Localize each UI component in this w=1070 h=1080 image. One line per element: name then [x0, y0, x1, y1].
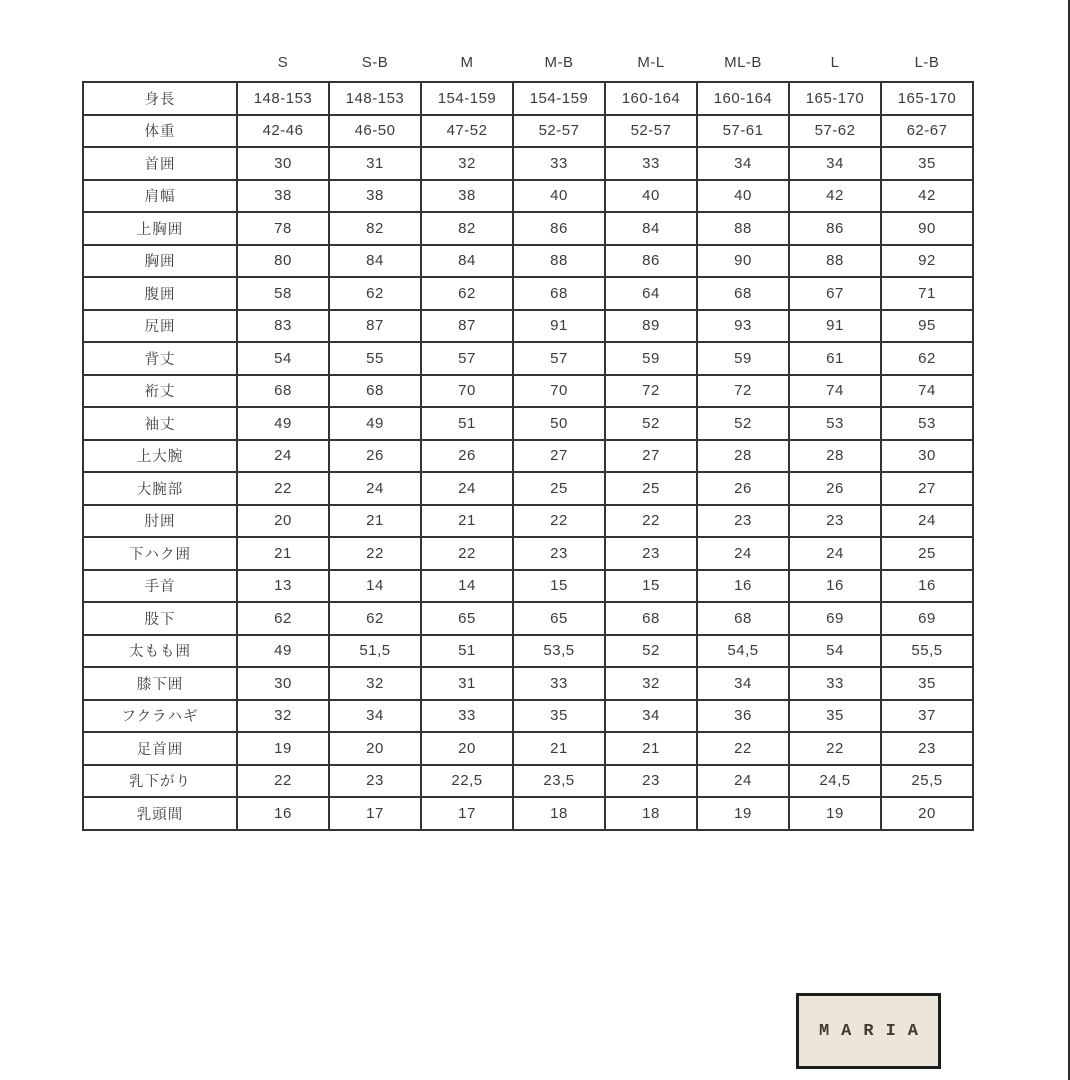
measurement-value: 52 [605, 407, 697, 440]
measurement-row [83, 472, 973, 505]
measurement-row [83, 635, 973, 668]
measurement-row-label: フクラハギ [83, 700, 237, 733]
measurement-value: 24 [421, 472, 513, 505]
measurement-value: 30 [237, 147, 329, 180]
measurement-value: 22 [237, 472, 329, 505]
measurement-value: 74 [881, 375, 973, 408]
measurement-value: 32 [605, 667, 697, 700]
measurement-value: 83 [237, 310, 329, 343]
measurement-value: 24 [329, 472, 421, 505]
measurement-value: 34 [329, 700, 421, 733]
size-column-header: L-B [914, 54, 940, 71]
measurement-value: 19 [237, 732, 329, 765]
measurement-value: 38 [421, 180, 513, 213]
maria-logo-text: MARIA [818, 1021, 930, 1041]
measurement-value: 86 [789, 212, 881, 245]
measurement-value: 23 [881, 732, 973, 765]
measurement-value: 18 [513, 797, 605, 830]
measurement-value: 24 [697, 765, 789, 798]
measurement-row [83, 700, 973, 733]
measurement-value: 27 [605, 440, 697, 473]
measurement-value: 57-62 [789, 115, 881, 148]
measurement-value: 33 [789, 667, 881, 700]
measurement-value: 65 [513, 602, 605, 635]
measurement-value: 92 [881, 245, 973, 278]
measurement-value: 49 [237, 635, 329, 668]
measurement-value: 16 [697, 570, 789, 603]
measurement-value: 31 [329, 147, 421, 180]
measurement-value: 165-170 [789, 82, 881, 115]
measurement-value: 78 [237, 212, 329, 245]
measurement-row [83, 375, 973, 408]
measurement-value: 59 [697, 342, 789, 375]
maria-logo [796, 993, 941, 1069]
measurement-value: 67 [789, 277, 881, 310]
measurement-value: 25 [513, 472, 605, 505]
measurement-value: 22 [421, 537, 513, 570]
measurement-row-label: 股下 [83, 602, 237, 635]
measurement-value: 89 [605, 310, 697, 343]
measurement-row-label: 乳頭間 [83, 797, 237, 830]
measurement-value: 46-50 [329, 115, 421, 148]
measurement-value: 68 [605, 602, 697, 635]
measurement-value: 33 [421, 700, 513, 733]
measurement-value: 18 [605, 797, 697, 830]
measurement-value: 22 [513, 505, 605, 538]
measurement-value: 37 [881, 700, 973, 733]
measurement-row-label: 上大腕 [83, 440, 237, 473]
measurement-value: 25 [605, 472, 697, 505]
measurement-row-label: 肘囲 [83, 505, 237, 538]
measurement-value: 148-153 [237, 82, 329, 115]
measurement-value: 62 [329, 277, 421, 310]
measurement-value: 19 [697, 797, 789, 830]
measurement-value: 52 [605, 635, 697, 668]
measurement-row-label: 大腕部 [83, 472, 237, 505]
size-chart [82, 48, 974, 831]
measurement-value: 40 [605, 180, 697, 213]
measurement-value: 160-164 [605, 82, 697, 115]
measurement-value: 32 [329, 667, 421, 700]
measurement-value: 32 [237, 700, 329, 733]
measurement-value: 88 [513, 245, 605, 278]
measurement-value: 86 [513, 212, 605, 245]
measurement-value: 30 [881, 440, 973, 473]
measurement-value: 23 [605, 765, 697, 798]
size-column-header: M [460, 54, 474, 71]
measurement-value: 50 [513, 407, 605, 440]
measurement-value: 23 [697, 505, 789, 538]
measurement-value: 68 [237, 375, 329, 408]
measurement-row [83, 765, 973, 798]
measurement-value: 62 [421, 277, 513, 310]
measurement-value: 91 [789, 310, 881, 343]
measurement-value: 42-46 [237, 115, 329, 148]
measurement-value: 61 [789, 342, 881, 375]
measurement-row-label: 体重 [83, 115, 237, 148]
measurement-value: 52-57 [513, 115, 605, 148]
measurement-row [83, 245, 973, 278]
measurement-value: 20 [881, 797, 973, 830]
measurement-value: 34 [605, 700, 697, 733]
measurement-value: 62 [237, 602, 329, 635]
measurement-row-label: 太もも囲 [83, 635, 237, 668]
measurement-value: 160-164 [697, 82, 789, 115]
measurement-value: 54 [237, 342, 329, 375]
measurement-value: 22 [697, 732, 789, 765]
measurement-value: 30 [237, 667, 329, 700]
measurement-row-label: 下ハク囲 [83, 537, 237, 570]
measurement-row [83, 212, 973, 245]
measurement-value: 82 [329, 212, 421, 245]
measurement-value: 55,5 [881, 635, 973, 668]
size-chart-table [82, 48, 974, 831]
measurement-value: 95 [881, 310, 973, 343]
measurement-value: 68 [513, 277, 605, 310]
measurement-value: 88 [697, 212, 789, 245]
measurement-value: 24 [789, 537, 881, 570]
measurement-value: 57-61 [697, 115, 789, 148]
measurement-value: 24 [881, 505, 973, 538]
measurement-row-label: 胸囲 [83, 245, 237, 278]
measurement-value: 68 [697, 602, 789, 635]
measurement-value: 35 [789, 700, 881, 733]
measurement-row [83, 180, 973, 213]
measurement-value: 80 [237, 245, 329, 278]
measurement-value: 33 [513, 147, 605, 180]
measurement-value: 15 [605, 570, 697, 603]
measurement-value: 24 [237, 440, 329, 473]
measurement-value: 19 [789, 797, 881, 830]
measurement-row [83, 570, 973, 603]
measurement-row [83, 277, 973, 310]
measurement-row [83, 82, 973, 115]
measurement-value: 26 [421, 440, 513, 473]
measurement-value: 31 [421, 667, 513, 700]
measurement-value: 24 [697, 537, 789, 570]
measurement-row [83, 342, 973, 375]
measurement-value: 70 [421, 375, 513, 408]
measurement-value: 72 [697, 375, 789, 408]
measurement-value: 35 [513, 700, 605, 733]
measurement-value: 62-67 [881, 115, 973, 148]
measurement-value: 72 [605, 375, 697, 408]
measurement-value: 49 [237, 407, 329, 440]
measurement-row [83, 310, 973, 343]
measurement-value: 16 [789, 570, 881, 603]
size-header-row [83, 48, 973, 82]
measurement-row [83, 115, 973, 148]
measurement-value: 23,5 [513, 765, 605, 798]
measurement-value: 27 [881, 472, 973, 505]
measurement-row-label: 足首囲 [83, 732, 237, 765]
size-column-header: L [830, 54, 840, 71]
measurement-value: 16 [237, 797, 329, 830]
measurement-row-label: 袖丈 [83, 407, 237, 440]
measurement-row-label: 尻囲 [83, 310, 237, 343]
measurement-value: 35 [881, 147, 973, 180]
measurement-row-label: 背丈 [83, 342, 237, 375]
measurement-row-label: 乳下がり [83, 765, 237, 798]
measurement-value: 23 [605, 537, 697, 570]
measurement-value: 20 [329, 732, 421, 765]
measurement-value: 71 [881, 277, 973, 310]
measurement-value: 36 [697, 700, 789, 733]
measurement-value: 53,5 [513, 635, 605, 668]
measurement-value: 21 [421, 505, 513, 538]
measurement-value: 57 [513, 342, 605, 375]
header-corner-spacer [83, 48, 237, 82]
measurement-value: 20 [237, 505, 329, 538]
size-column-header: M-B [544, 54, 574, 71]
measurement-value: 52 [697, 407, 789, 440]
measurement-value: 32 [421, 147, 513, 180]
measurement-value: 26 [789, 472, 881, 505]
measurement-row [83, 147, 973, 180]
measurement-value: 68 [329, 375, 421, 408]
measurement-value: 28 [789, 440, 881, 473]
measurement-value: 22 [237, 765, 329, 798]
measurement-value: 53 [881, 407, 973, 440]
measurement-value: 38 [237, 180, 329, 213]
measurement-row-label: 裄丈 [83, 375, 237, 408]
measurement-value: 33 [605, 147, 697, 180]
measurement-value: 22 [789, 732, 881, 765]
measurement-value: 27 [513, 440, 605, 473]
measurement-value: 148-153 [329, 82, 421, 115]
measurement-value: 90 [881, 212, 973, 245]
measurement-value: 33 [513, 667, 605, 700]
measurement-row [83, 797, 973, 830]
measurement-value: 23 [329, 765, 421, 798]
measurement-value: 42 [789, 180, 881, 213]
measurement-value: 84 [329, 245, 421, 278]
measurement-value: 34 [789, 147, 881, 180]
measurement-value: 90 [697, 245, 789, 278]
measurement-value: 15 [513, 570, 605, 603]
size-column-header: S-B [361, 54, 389, 71]
measurement-value: 25,5 [881, 765, 973, 798]
measurement-value: 51,5 [329, 635, 421, 668]
measurement-value: 40 [513, 180, 605, 213]
measurement-value: 26 [329, 440, 421, 473]
measurement-row [83, 440, 973, 473]
measurement-value: 93 [697, 310, 789, 343]
measurement-value: 82 [421, 212, 513, 245]
measurement-row [83, 732, 973, 765]
measurement-value: 47-52 [421, 115, 513, 148]
measurement-value: 57 [421, 342, 513, 375]
measurement-value: 21 [605, 732, 697, 765]
measurement-row [83, 602, 973, 635]
measurement-value: 58 [237, 277, 329, 310]
measurement-value: 17 [421, 797, 513, 830]
measurement-value: 49 [329, 407, 421, 440]
measurement-value: 68 [697, 277, 789, 310]
measurement-value: 40 [697, 180, 789, 213]
measurement-row-label: 上胸囲 [83, 212, 237, 245]
measurement-value: 13 [237, 570, 329, 603]
measurement-value: 84 [605, 212, 697, 245]
measurement-value: 84 [421, 245, 513, 278]
measurement-row [83, 537, 973, 570]
measurement-value: 23 [513, 537, 605, 570]
measurement-value: 88 [789, 245, 881, 278]
measurement-value: 24,5 [789, 765, 881, 798]
measurement-value: 51 [421, 407, 513, 440]
measurement-value: 154-159 [421, 82, 513, 115]
measurement-value: 28 [697, 440, 789, 473]
measurement-value: 51 [421, 635, 513, 668]
measurement-value: 21 [329, 505, 421, 538]
measurement-value: 165-170 [881, 82, 973, 115]
measurement-value: 87 [421, 310, 513, 343]
measurement-value: 21 [513, 732, 605, 765]
measurement-value: 20 [421, 732, 513, 765]
measurement-value: 52-57 [605, 115, 697, 148]
measurement-row-label: 手首 [83, 570, 237, 603]
measurement-value: 87 [329, 310, 421, 343]
measurement-row-label: 膝下囲 [83, 667, 237, 700]
measurement-value: 69 [881, 602, 973, 635]
size-column-header: S [277, 54, 289, 71]
measurement-row-label: 身長 [83, 82, 237, 115]
size-column-header: M-L [637, 54, 665, 71]
measurement-value: 64 [605, 277, 697, 310]
measurement-value: 54,5 [697, 635, 789, 668]
measurement-value: 16 [881, 570, 973, 603]
measurement-row-label: 腹囲 [83, 277, 237, 310]
measurement-value: 55 [329, 342, 421, 375]
measurement-value: 53 [789, 407, 881, 440]
measurement-value: 22 [605, 505, 697, 538]
measurement-row [83, 407, 973, 440]
size-column-header: ML-B [724, 54, 762, 71]
measurement-value: 42 [881, 180, 973, 213]
measurement-row-label: 首囲 [83, 147, 237, 180]
measurement-value: 54 [789, 635, 881, 668]
measurement-value: 74 [789, 375, 881, 408]
measurement-value: 21 [237, 537, 329, 570]
measurement-value: 26 [697, 472, 789, 505]
size-chart-body [83, 82, 973, 830]
measurement-value: 34 [697, 147, 789, 180]
measurement-value: 59 [605, 342, 697, 375]
measurement-value: 154-159 [513, 82, 605, 115]
measurement-value: 14 [329, 570, 421, 603]
measurement-value: 65 [421, 602, 513, 635]
measurement-value: 70 [513, 375, 605, 408]
measurement-row [83, 505, 973, 538]
measurement-value: 69 [789, 602, 881, 635]
measurement-value: 86 [605, 245, 697, 278]
measurement-value: 25 [881, 537, 973, 570]
measurement-value: 23 [789, 505, 881, 538]
measurement-value: 62 [881, 342, 973, 375]
measurement-value: 34 [697, 667, 789, 700]
measurement-value: 91 [513, 310, 605, 343]
measurement-value: 17 [329, 797, 421, 830]
measurement-value: 35 [881, 667, 973, 700]
measurement-row-label: 肩幅 [83, 180, 237, 213]
measurement-row [83, 667, 973, 700]
measurement-value: 62 [329, 602, 421, 635]
measurement-value: 14 [421, 570, 513, 603]
measurement-value: 38 [329, 180, 421, 213]
measurement-value: 22,5 [421, 765, 513, 798]
measurement-value: 22 [329, 537, 421, 570]
